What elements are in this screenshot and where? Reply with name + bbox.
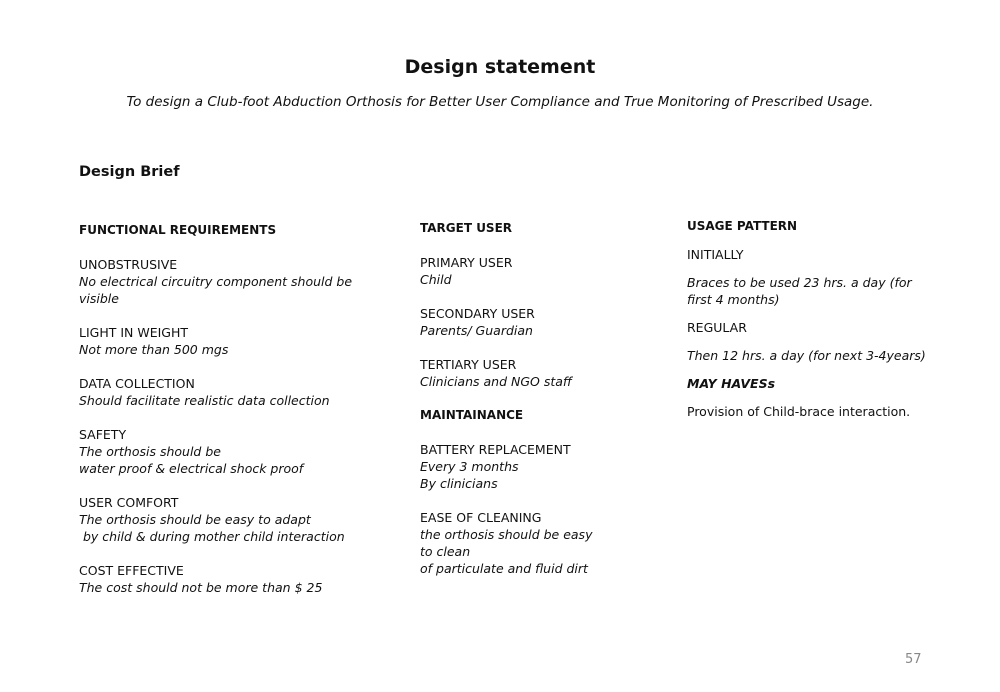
may-haves-desc: Provision of Child-brace interaction. bbox=[687, 404, 911, 419]
requirement-desc-line: water proof & electrical shock proof bbox=[79, 461, 304, 476]
target-user-column bbox=[420, 220, 640, 594]
maintenance-desc-line: to clean bbox=[420, 544, 471, 559]
target-secondary-user bbox=[420, 305, 640, 339]
requirement-light-in-weight bbox=[79, 324, 369, 358]
requirement-desc: The cost should not be more than $ 25 bbox=[79, 580, 323, 595]
maintenance-desc-line: the orthosis should be easy bbox=[420, 527, 593, 542]
page-number: 57 bbox=[905, 652, 922, 667]
user-desc: Clinicians and NGO staff bbox=[420, 374, 572, 389]
requirement-label: COST EFFECTIVE bbox=[79, 563, 184, 578]
requirement-label: DATA COLLECTION bbox=[79, 376, 195, 391]
requirement-desc-line: The orthosis should be bbox=[79, 444, 221, 459]
requirement-desc-line: The orthosis should be easy to adapt bbox=[79, 512, 311, 527]
user-label: PRIMARY USER bbox=[420, 255, 513, 270]
usage-regular-label: REGULAR bbox=[687, 320, 747, 335]
usage-initially-label: INITIALLY bbox=[687, 247, 744, 262]
requirement-cost-effective bbox=[79, 562, 369, 596]
maintenance-label: EASE OF CLEANING bbox=[420, 510, 542, 525]
requirement-desc: Should facilitate realistic data collection bbox=[79, 393, 330, 408]
functional-requirements-heading: FUNCTIONAL REQUIREMENTS bbox=[79, 223, 277, 237]
usage-pattern-column bbox=[687, 218, 927, 431]
requirement-safety bbox=[79, 426, 369, 477]
maintenance-label: BATTERY REPLACEMENT bbox=[420, 442, 571, 457]
maintenance-battery-replacement bbox=[420, 441, 640, 492]
design-statement: To design a Club-foot Abduction Orthosis for Better User Compliance and True Monitoring of Prescribed Usage. bbox=[126, 94, 874, 110]
user-label: SECONDARY USER bbox=[420, 306, 535, 321]
page-title: Design statement bbox=[404, 56, 596, 78]
usage-initially-desc: Braces to be used 23 hrs. a day (for first 4 months) bbox=[687, 275, 912, 307]
user-desc: Child bbox=[420, 272, 452, 287]
target-tertiary-user bbox=[420, 356, 640, 390]
requirement-desc: Not more than 500 mgs bbox=[79, 342, 229, 357]
maintenance-desc-line: By clinicians bbox=[420, 476, 498, 491]
requirement-data-collection bbox=[79, 375, 369, 409]
user-desc: Parents/ Guardian bbox=[420, 323, 533, 338]
usage-regular-desc: Then 12 hrs. a day (for next 3-4years) bbox=[687, 348, 926, 363]
design-brief-heading: Design Brief bbox=[79, 164, 180, 180]
requirement-label: LIGHT IN WEIGHT bbox=[79, 325, 189, 340]
maintenance-desc-line: Every 3 months bbox=[420, 459, 519, 474]
requirement-user-comfort bbox=[79, 494, 369, 545]
maintenance-desc-line: of particulate and fluid dirt bbox=[420, 561, 588, 576]
may-haves-heading: MAY HAVESs bbox=[687, 376, 776, 391]
requirement-label: USER COMFORT bbox=[79, 495, 179, 510]
requirement-label: UNOBSTRUSIVE bbox=[79, 257, 178, 272]
user-label: TERTIARY USER bbox=[420, 357, 517, 372]
requirement-label: SAFETY bbox=[79, 427, 127, 442]
functional-requirements-column bbox=[79, 222, 369, 613]
maintenance-ease-of-cleaning bbox=[420, 509, 640, 577]
target-user-heading: TARGET USER bbox=[420, 221, 513, 235]
usage-pattern-heading: USAGE PATTERN bbox=[687, 219, 798, 233]
requirement-desc: No electrical circuitry component should be visible bbox=[79, 274, 353, 306]
requirement-unobstrusive bbox=[79, 256, 369, 307]
maintenance-heading: MAINTAINANCE bbox=[420, 408, 524, 422]
target-primary-user bbox=[420, 254, 640, 288]
requirement-desc-line: by child & during mother child interaction bbox=[79, 529, 345, 544]
